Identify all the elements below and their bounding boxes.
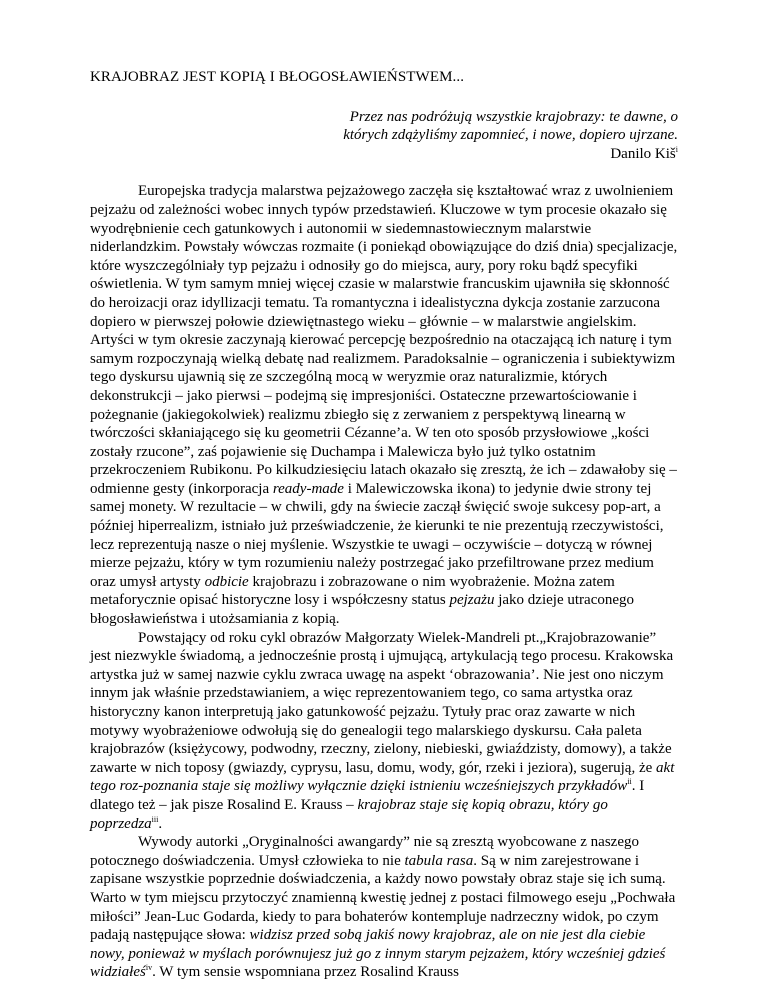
paragraph-text: . W tym sensie wspomniana przez Rosalind Krauss [152,964,459,981]
quotation-text: krajobraz staje się kopią obrazu, który go poprzedza [90,796,608,832]
paragraph-text: . Są w nim zarejestrowane i zapisane wszystkie poprzednie doświadczenia, a każdy nowo powstały obraz staje się ich sumą. Warto w tym miejscu przytoczyć znamienną kwestię jednej z postaci filmowego eseju „Pochwała miłości” Jean-Luc Godarda, kiedy to para bohaterów kontempluje nadrzeczny widok, po czym padają następujące słowa: [90,852,676,944]
emphasis-text: pejzażu [449,592,495,609]
footnote-ref[interactable]: i [675,144,678,154]
paragraph-3 [90,833,678,982]
paragraph-1 [90,182,678,628]
footnote-ref[interactable]: ii [627,777,632,787]
motto-line-1: Przez nas podróżują wszystkie krajobrazy: te dawne, o [349,108,678,125]
paragraph-2 [90,629,678,834]
paragraph-text: Wywody autorki „Oryginalności awangardy” nie są zresztą wyobcowane z naszego potocznego doświadczenia. Umysł człowieka to nie [90,834,639,869]
quotation-text: widzisz przed sobą jakiś nowy krajobraz, ale on nie jest dla ciebie nowy, ponieważ w myślach porównujesz już go z innym starym pejzażem, który wcześniej gdzieś widziałeś [90,927,666,981]
paragraph-text: i Malewiczowska ikona) to jedynie dwie strony tej samej monety. W rezultacie – w chwili, gdy na świecie zaczął święcić swoje sukcesy pop-art, a później hiperrealizm, istniało już przeświadczenie, że kierunki te nie prezentują rzeczywistości, lecz reprezentują nasze o niej myślenie. Wszystkie te uwagi – oczywiście – dotyczą w równej mierze pejzażu, który w tym rozumieniu należy postrzegać jako przefiltrowane przez medium oraz umysł artysty [90,480,664,590]
motto-line-2: których zdążyliśmy zapomnieć, i nowe, dopiero ujrzane. [343,127,678,144]
document-page [90,68,678,982]
paragraph-text: Powstający od roku cykl obrazów Małgorzaty Wielek-Mandreli pt.„Krajobrazowanie” jest niezwykle świadomą, a jednocześnie prostą i ujmującą, artykulacją tego procesu. Krakowska artystka już w samej nazwie cyklu zwraca uwagę na aspekt ‘obrazowania’. Nie jest ono niczym innym jak właśnie przedstawianiem, a więc reprezentowaniem tego, co sama artystka oraz historyczny kanon interpretują jako gatunkowość pejzażu. Tytuły prac oraz zawarte w nich motywy wyobrażeniowe odwołują się do genealogii tego malarskiego dyskursu. Cała paleta krajobrazów (księżycowy, podwodny, rzeczny, zielony, niebieski, gwiaździsty, domowy), a także zawarte w nich toposy (gwiazdy, cyprysu, lasu, domu, wody, gór, rzeki i jeziora), sugerują, że [90,629,674,776]
paragraph-text: . [158,815,163,832]
motto-author-name: Danilo Kiš [610,145,676,162]
footnote-ref[interactable]: iv [145,963,153,973]
paragraph-text: Europejska tradycja malarstwa pejzażowego zaczęła się kształtować wraz z uwolnieniem pejzażu od zależności wobec innych typów przedstawień. Kluczowe w tym procesie okazało się wyodrębnienie cech gatunkowych i autonomii w siedemnastowiecznym malarstwie niderlandzkim. Powstały wówczas rozmaite (i poniekąd obowiązujące do dziś dnia) specjalizacje, które wyszczególniały typ pejzażu i odnosiły go do miejsca, aury, pory roku bądź specyfiki oświetlenia. W tym samym mniej więcej czasie w malarstwie francuskim ujawniła się skłonność do heroizacji oraz idyllizacji tematu. Ta romantyczna i idealistyczna dykcja zostanie zarzucona dopiero w pierwszej połowie dziewiętnastego wieku – głównie – w malarstwie angielskim. Artyści w tym okresie zaczynają kierować percepcję bezpośrednio na otaczającą ich naturę i tym samym rozpoczynają wielką debatę nad realizmem. Paradoksalnie – ograniczenia i subiektywizm tego dyskursu ujawnią się ze szczególną mocą w weryzmie oraz naturalizmie, których dekonstrukcji – jako pierwsi – podejmą się impresjoniści. Ostateczne przewartościowanie i pożegnanie (jakiegokolwiek) realizmu zbiegło się z zerwaniem z perspektywą linearną w twórczości skłaniającego się ku geometrii Cézanne’a. W ten oto sposób przysłowiowe „kości zostały rzucone”, zaś pojawienie się Duchampa i Malewicza było już tylko ostatnim przekroczeniem Rubikonu. Po kilkudziesięciu latach okazało się zresztą, że ich – zdawałoby się – odmienne gesty (inkorporacja [90,183,678,497]
emphasis-text: tabula rasa [404,852,474,869]
paragraph-text: . I dlatego też – jak pisze Rosalind E. Krauss – [90,778,645,813]
emphasis-text: odbicie [204,573,249,590]
footnote-ref[interactable]: iii [151,814,159,824]
motto-author [90,145,678,164]
paragraph-text: krajobrazu i zobrazowane o nim wyobrażenie. Można zatem metaforycznie opisać historyczne losy i współczesny status [90,573,615,609]
emphasis-text: ready-made [272,480,344,497]
quotation-text: akt tego roz-poznania staje się możliwy wyłącznie dzięki istnieniu wcześniejszych przykładów [90,759,675,795]
document-title: KRAJOBRAZ JEST KOPIĄ I BŁOGOSŁAWIEŃSTWEM... [90,69,465,85]
paragraph-text: jako dzieje utraconego błogosławieństwa i utożsamiania z kopią. [90,592,635,628]
